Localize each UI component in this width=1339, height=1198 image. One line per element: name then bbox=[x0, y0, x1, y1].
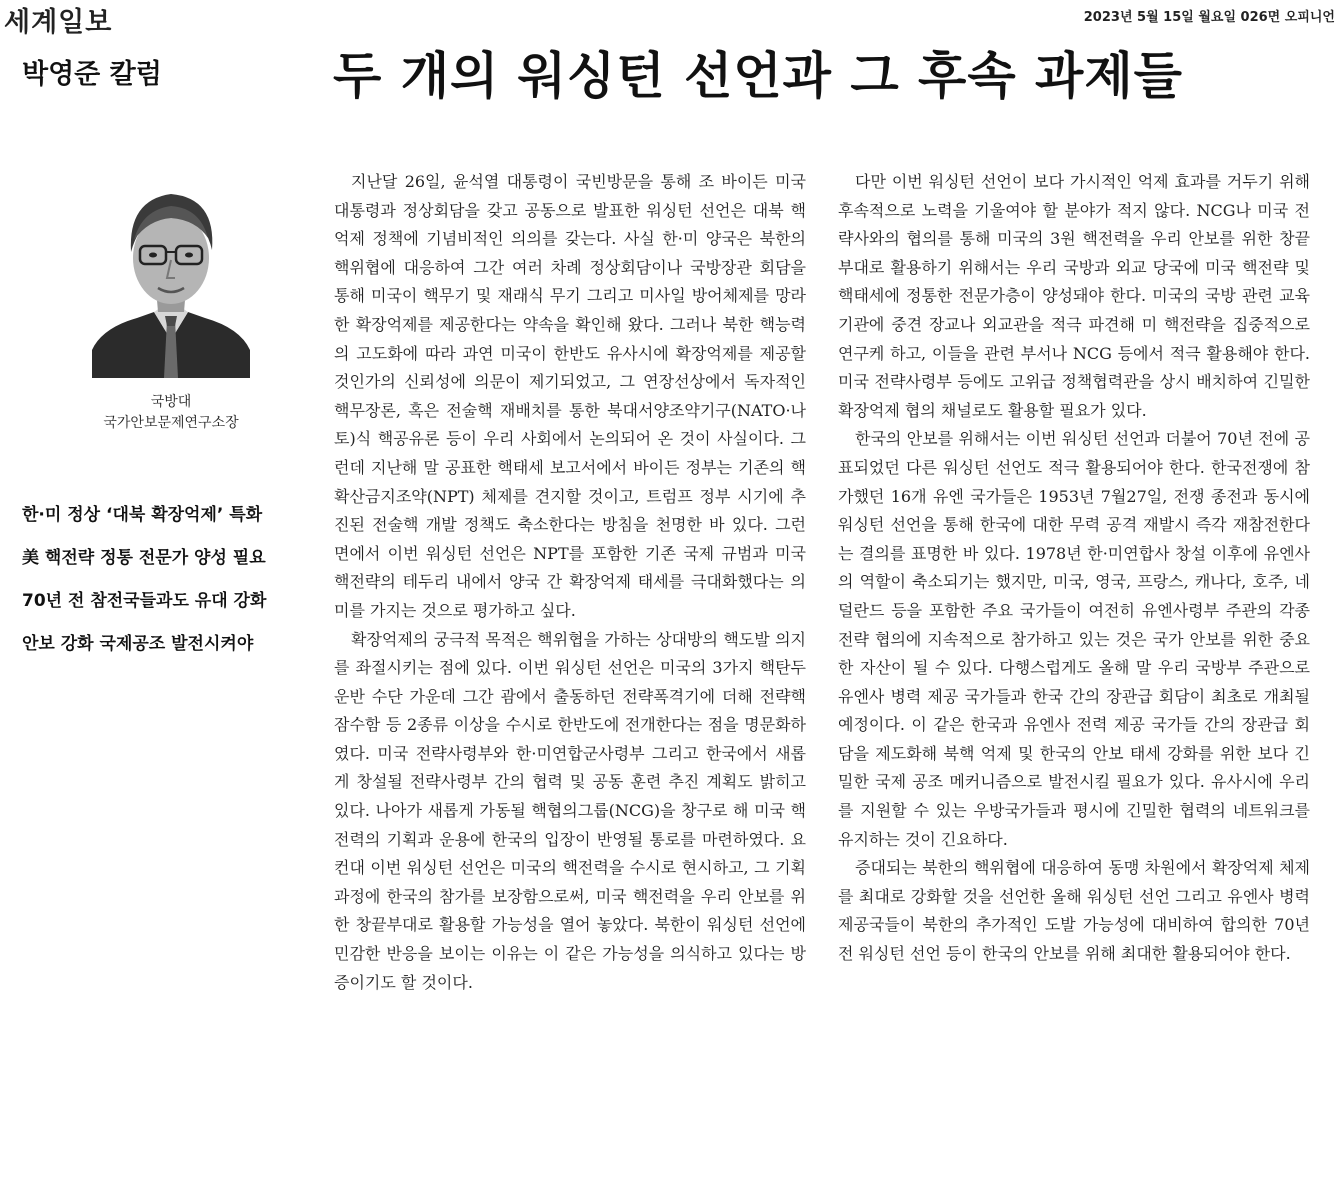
article-paragraph: 확장억제의 궁극적 목적은 핵위협을 가하는 상대방의 핵도발 의지를 좌절시키는 점에 있다. 이번 워싱턴 선언은 미국의 3가지 핵탄두 운반 수단 가운데 그간 괌에서 출동하던 전략폭격기에 더해 전략핵 잠수함 등 2종류 이상을 수시로 한반도에 전개한다는 점을 명문화하였다. 미국 전략사령부와 한·미연합군사령부 그리고 한국에서 새롭게 창설될 전략사령부 간의 협력 및 공동 훈련 추진 계획도 밝히고 있다. 나아가 새롭게 가동될 핵협의그룹(NCG)을 창구로 해 미국 핵전력의 기획과 운용에 한국의 입장이 반영될 통로를 마련하였다. 요컨대 이번 워싱턴 선언은 미국의 핵전력을 수시로 현시하고, 그 기획 과정에 한국의 참가를 보장함으로써, 미국 핵전력을 우리 안보를 위한 창끝부대로 활용할 가능성을 열어 놓았다. 북한이 워싱턴 선언에 민감한 반응을 보이는 이유는 이 같은 가능성을 의식하고 있다는 방증이기도 할 것이다. bbox=[334, 629, 806, 992]
column-name: 박영준 칼럼 bbox=[22, 59, 162, 90]
subheadline: 70년 전 참전국들과도 유대 강화 bbox=[22, 591, 267, 611]
headline: 두 개의 워싱턴 선언과 그 후속 과제들 bbox=[333, 47, 1183, 105]
article-column-1 bbox=[334, 168, 806, 997]
subheadline: 美 핵전략 정통 전문가 양성 필요 bbox=[22, 548, 266, 568]
article-column-2 bbox=[838, 168, 1310, 969]
author-affiliation-line1: 국방대 bbox=[150, 394, 192, 410]
article-paragraph: 지난달 26일, 윤석열 대통령이 국빈방문을 통해 조 바이든 미국 대통령과 정상회담을 갖고 공동으로 발표한 워싱턴 선언은 대북 핵억제 정책에 기념비적인 의의를 갖는다. 사실 한·미 양국은 북한의 핵위협에 대응하여 그간 여러 차례 정상회담이나 국방장관 회담을 통해 미국이 핵무기 및 재래식 무기 그리고 미사일 방어체제를 망라한 확장억제를 제공한다는 약속을 확인해 왔다. 그러나 북한 핵능력의 고도화에 따라 과연 미국이 한반도 유사시에 확장억제를 제공할 것인가의 신뢰성에 의문이 제기되었고, 그 연장선상에서 독자적인 핵무장론, 혹은 전술핵 재배치를 통한 북대서양조약기구(NATO·나토)식 핵공유론 등이 우리 사회에서 논의되어 온 것이 사실이다. 그런데 지난해 말 공표한 핵태세 보고서에서 바이든 정부는 기존의 핵확산금지조약(NPT) 체제를 견지할 것이고, 트럼프 정부 시기에 추진된 전술핵 개발 정책도 축소한다는 방침을 천명한 바 있다. 그런 면에서 이번 워싱턴 선언은 NPT를 포함한 기존 국제 규범과 미국 핵전략의 테두리 내에서 양국 간 확장억제 태세를 극대화했다는 의미를 가지는 것으로 평가하고 싶다. bbox=[334, 172, 806, 620]
author-portrait-illustration bbox=[92, 180, 250, 378]
author-affiliation bbox=[40, 392, 302, 434]
subheadline: 안보 강화 국제공조 발전시켜야 bbox=[22, 634, 254, 654]
article-paragraph: 한국의 안보를 위해서는 이번 워싱턴 선언과 더불어 70년 전에 공표되었던 다른 워싱턴 선언도 적극 활용되어야 한다. 한국전쟁에 참가했던 16개 유엔 국가들은 1953년 7월27일, 전쟁 종전과 동시에 워싱턴 선언을 통해 한국에 대한 무력 공격 재발시 즉각 재참전한다는 결의를 표명한 바 있다. 1978년 한·미연합사 창설 이후에 유엔사의 역할이 축소되기는 했지만, 미국, 영국, 프랑스, 캐나다, 호주, 네덜란드 등을 포함한 주요 국가들이 여전히 유엔사령부 주관의 각종 전략 협의에 지속적으로 참가하고 있는 것은 국가 안보를 위한 중요한 자산이 될 수 있다. 다행스럽게도 올해 말 우리 국방부 주관으로 유엔사 병력 제공 국가들과 한국 간의 장관급 회담이 최초로 개최될 예정이다. 이 같은 한국과 유엔사 전력 제공 국가들 간의 장관급 회담을 제도화해 북핵 억제 및 한국의 안보 태세 강화를 위한 보다 긴밀한 국제 공조 메커니즘으로 발전시킬 필요가 있다. 유사시에 우리를 지원할 수 있는 우방국가들과 평시에 긴밀한 협력의 네트워크를 유지하는 것이 긴요하다. bbox=[838, 429, 1310, 849]
author-portrait bbox=[92, 180, 250, 378]
article-paragraph: 다만 이번 워싱턴 선언이 보다 가시적인 억제 효과를 거두기 위해 후속적으로 노력을 기울여야 할 분야가 적지 않다. NCG나 미국 전략사와의 협의를 통해 미국의 3원 핵전력을 우리 안보를 위한 창끝부대로 활용하기 위해서는 우리 국방과 외교 당국에 미국 핵전략 및 핵태세에 정통한 전문가층이 양성돼야 한다. 미국의 국방 관련 교육 기관에 중견 장교나 외교관을 적극 파견해 미 핵전략을 집중적으로 연구케 하고, 이들을 관련 부서나 NCG 등에서 적극 활용해야 한다. 미국 전략사령부 등에도 고위급 정책협력관을 상시 배치하여 긴밀한 확장억제 협의 채널로도 활용할 필요가 있다. bbox=[838, 172, 1310, 420]
author-affiliation-line2: 국가안보문제연구소장 bbox=[103, 415, 239, 431]
dateline: 2023년 5월 15일 월요일 026면 오피니언 bbox=[1083, 10, 1335, 25]
article-paragraph: 증대되는 북한의 핵위협에 대응하여 동맹 차원에서 확장억제 체제를 최대로 강화할 것을 선언한 올해 워싱턴 선언 그리고 유엔사 병력 제공국들이 북한의 추가적인 도발 가능성에 대비하여 합의한 70년 전 워싱턴 선언 등이 한국의 안보를 위해 최대한 활용되어야 한다. bbox=[838, 858, 1310, 964]
newspaper-masthead: 세계일보 bbox=[4, 7, 113, 38]
subheadlines bbox=[22, 494, 314, 666]
subheadline: 한·미 정상 ‘대북 확장억제’ 특화 bbox=[22, 505, 263, 525]
